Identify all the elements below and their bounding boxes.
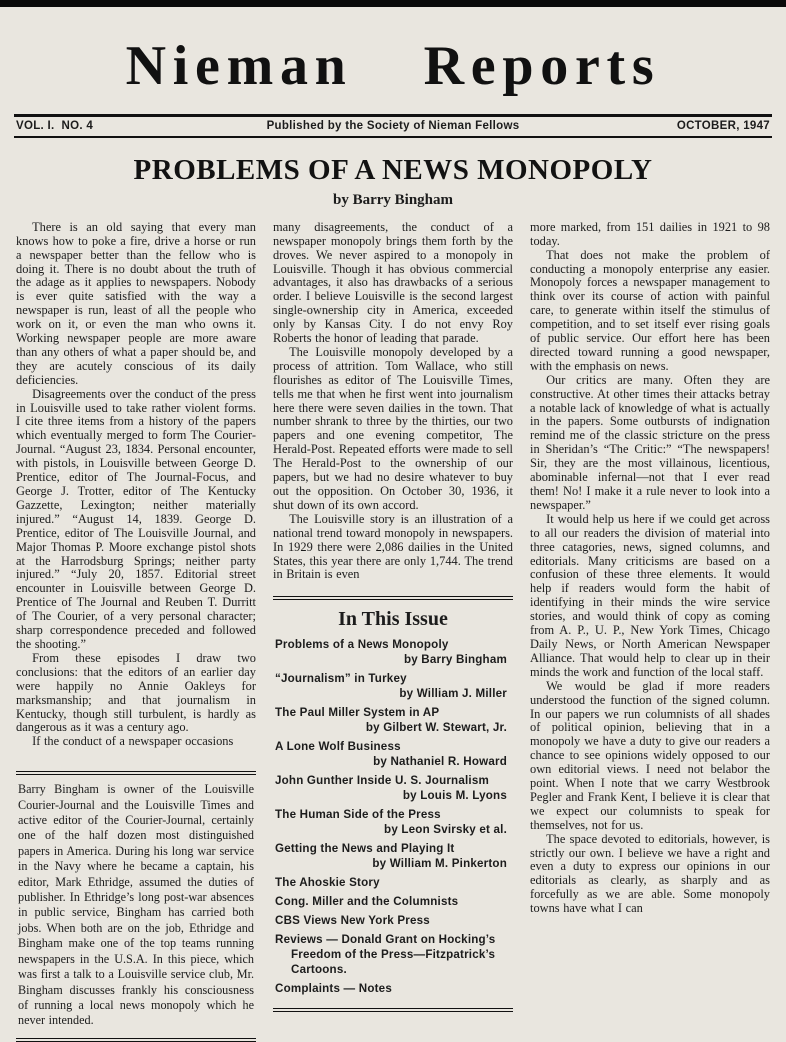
body-paragraph: That does not make the problem of conducting a monopoly enterprise any easier. Monopoly forces a newspaper management to think over its course of action with painful care, to generate within itself the stimulus of competition, and to set itself ever rising goals of public service. Our effort here has been directed toward running a good newspaper, with the emphasis on news. [530, 247, 770, 373]
toc-item [275, 807, 511, 837]
body-paragraph: There is an old saying that every man knows how to poke a fire, drive a horse or run a newspaper better than the fellow who is doing it. There is no doubt about the truth of the adage as it applies to newspapers. Nobody is ever quite satisfied with the way a newspaper is run, least of all the people who work on it, or even the man who owns it. Working newspaper people are more aware than any others of what a paper should be, and they are acutely conscious of its daily deficiencies. [16, 219, 256, 387]
body-paragraph: From these episodes I draw two conclusions: that the editors of an earlier day were happily no Annie Oakleys for marksmanship; and that journalism in Kentucky, though still turbulent, is hardly as dangerous as it was a century ago. [16, 650, 256, 735]
article-columns [0, 209, 786, 1042]
toc-item-byline: by Louis M. Lyons [402, 789, 507, 803]
author-bio-box [16, 771, 256, 1042]
body-paragraph: The space devoted to editorials, however, is strictly our own. I believe we have a right and even a duty to express our opinions in our editorials as clearly, as sharply and as forcefully as we are able. Some monopoly towns have what I can [530, 831, 770, 916]
article-title: PROBLEMS OF A NEWS MONOPOLY [133, 153, 653, 186]
body-paragraph: Disagreements over the conduct of the press in Louisville used to take rather violent forms. I cite three items from a history of the papers which eventually merged to form The Courier-Journal. “August 23, 1834. Personal encounter, with pistols, in Louisville between George D. Prentice, editor of The Journal-Focus, and George J. Trotter, editor of The Kentucky Gazzette, Lexington; neither materially injured.” “August 14, 1839. George D. Prentice, editor of The Louisville Journal, and Major Thomas P. Moore exchange pistol shots at the Harrodsburg Springs; neither party injured.” “July 20, 1857. Editorial street encounter in Louisville between George D. Prentice of The Journal and Reuben T. Durritt of The Courier, of a very personal character; sharp correspondence preceded and followed the shooting.” [16, 386, 256, 651]
toc-item [275, 875, 511, 890]
toc-item [275, 841, 511, 871]
toc-item-byline: by William M. Pinkerton [372, 857, 507, 871]
issue-date: OCTOBER, 1947 [676, 119, 770, 132]
toc-item-title: “Journalism” in Turkey [275, 672, 407, 686]
body-paragraph: If the conduct of a newspaper occasions [32, 734, 234, 749]
publisher-line: Published by the Society of Nieman Fellows [266, 119, 520, 132]
volume-number: VOL. I. NO. 4 [16, 119, 94, 132]
toc-item-byline: by Gilbert W. Stewart, Jr. [365, 721, 507, 735]
in-this-issue-box [273, 596, 513, 1012]
body-paragraph: We would be glad if more readers understood the function of the signed column. In our papers we run columnists of all shades of political opinion, believing that in a monopoly we have a duty to give our readers a chance to see opinions widely opposed to our own editorial views. I need not belabor the point. When I note that we carry Westbrook Pegler and Frank Kent, I believe it is clear that we expect our columnists to speak for themselves, not for us. [530, 678, 770, 832]
toc-item [275, 739, 511, 769]
toc-item-title: Problems of a News Monopoly [275, 638, 449, 652]
toc-item [275, 932, 511, 977]
body-paragraph: many disagreements, the conduct of a newspaper monopoly brings them forth by the droves. We never aspired to a monopoly in Louisville. Though it has obvious commercial advantages, it also has drawbacks of a serious order. I believe Louisville is the second largest single-ownership city in America, exceeded only by Kansas City. I do not envy Roy Roberts the honor of leading that parade. [273, 219, 513, 346]
toc-item-byline: by Barry Bingham [403, 653, 507, 667]
toc-item-title: Reviews — Donald Grant on Hocking’s Freedom of the Press—Fitzpatrick’s Cartoons. [275, 933, 496, 977]
toc-item [275, 637, 511, 667]
toc-item-title: Cong. Miller and the Columnists [275, 895, 459, 909]
toc-item-byline: by Leon Svirsky et al. [384, 823, 507, 837]
toc-item-title: Complaints — Notes [275, 982, 392, 996]
column-2 [273, 221, 513, 1042]
toc-item [275, 894, 511, 909]
author-bio-text: Barry Bingham is owner of the Louisville Courier-Journal and the Louisville Times and active editor of the Courier-Journal, certainly one of the half dozen most distinguished papers in America. During his long war service in the Navy where he became a captain, his editor, Mark Ethridge, assumed the duties of publisher. In Ethridge’s long post-war absences in public service, Bingham has carried both jobs. When both are on the job, Ethridge and Bingham make one of the top teams running newspapers in the U.S.A. In this piece, which was first a talk to a Louisville service club, Mr. Bingham discusses frankly his consciousness of running a local news monopoly which he never intended. [18, 782, 254, 1028]
toc-item-byline: by William J. Miller [399, 687, 507, 701]
toc-item [275, 671, 511, 701]
toc-item [275, 705, 511, 735]
article-byline: by Barry Bingham [332, 191, 453, 208]
body-paragraph: It would help us here if we could get across to all our readers the division of material into three catagories, news, signed columns, and editorials. Many criticisms are based on a confusion of these three elements. It would help if readers would form the habit of identifying in their minds the wire service stories, and would think of copy as coming from A. P., U. P., New York Times, Chicago Daily News, or North American Newspaper Alliance. That would help to clear up in their minds the work and function of the local staff. [530, 511, 770, 679]
toc-heading: In This Issue [338, 608, 448, 631]
dateline [14, 114, 772, 138]
column-3 [530, 221, 770, 1042]
toc-item-title: Getting the News and Playing It [275, 842, 455, 856]
toc-item-title: CBS Views New York Press [275, 914, 430, 928]
toc-item-title: A Lone Wolf Business [275, 740, 401, 754]
toc-item-title: The Paul Miller System in AP [275, 706, 440, 720]
toc-item [275, 913, 511, 928]
body-paragraph: The Louisville monopoly developed by a process of attrition. Tom Wallace, who still flourishes as editor of The Louisville Times, tells me that when he first went into journalism here there were seven dailies in the town. That number shrank to three by the thirties, our two papers and one evening competitor, The Herald-Post. Repeated efforts were made to sell The Herald-Post to the ownership of our papers, but we had no desire whatever to buy out the opposition. On October 30, 1936, it shut down of its own accord. [273, 344, 513, 512]
toc-item [275, 773, 511, 803]
body-paragraph: more marked, from 151 dailies in 1921 to 98 today. [530, 219, 770, 248]
toc-item-title: John Gunther Inside U. S. Journalism [275, 774, 489, 788]
toc-item-title: The Ahoskie Story [275, 876, 380, 890]
toc-item-byline: by Nathaniel R. Howard [373, 755, 507, 769]
toc-item [275, 981, 511, 996]
column-1 [16, 221, 256, 1042]
masthead-title: Nieman Reports [125, 35, 661, 97]
toc-item-title: The Human Side of the Press [275, 808, 441, 822]
scan-edge-bar [0, 0, 786, 7]
body-paragraph: Our critics are many. Often they are constructive. At other times their attacks betray a notable lack of knowledge of what is actually in the papers. Some outbursts of indignation remind me of the classic stricture on the press in Sheridan’s “The Critic:” “The newspapers! Sir, they are the most villainous, licentious, abominable infernal—not that I ever read them! No! I make it a rule never to look into a newspaper.” [530, 372, 770, 512]
body-paragraph: The Louisville story is an illustration of a national trend toward monopoly in newspapers. In 1929 there were 2,086 dailies in the United States, this year there are only 1,744. The trend in Britain is even [273, 511, 513, 582]
